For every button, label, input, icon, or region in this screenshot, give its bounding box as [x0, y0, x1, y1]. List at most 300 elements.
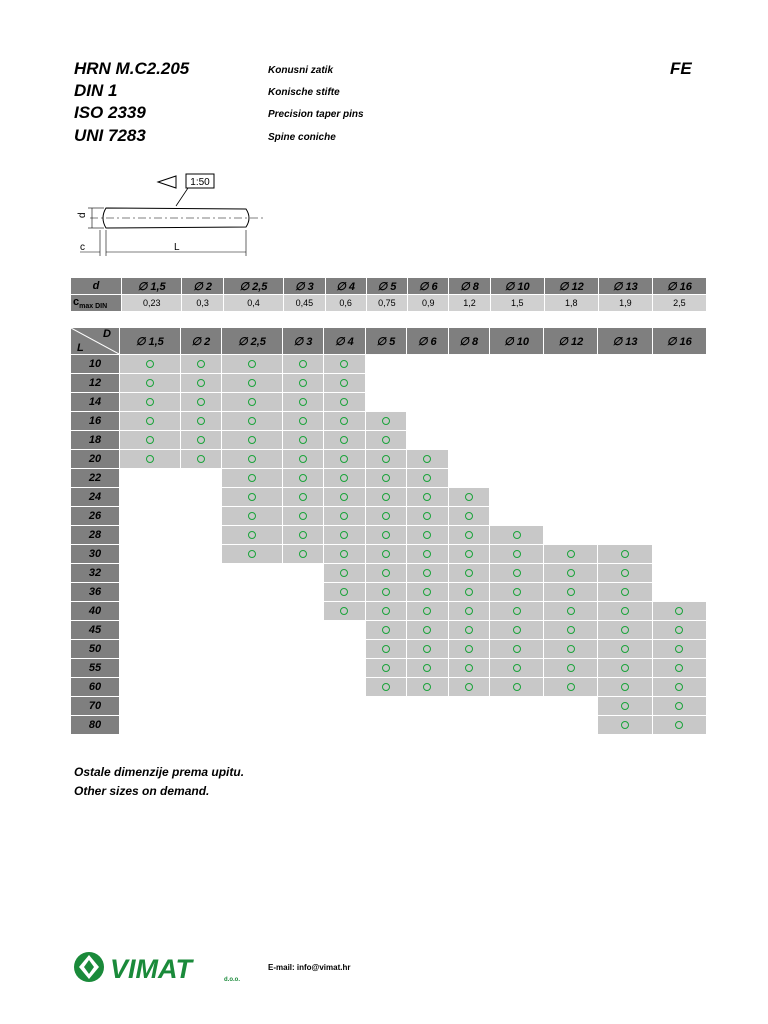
d-header: d	[71, 278, 122, 295]
empty-cell	[222, 621, 283, 640]
available-marker-icon	[197, 417, 205, 425]
available-cell	[180, 374, 221, 393]
available-cell	[407, 469, 448, 488]
available-marker-icon	[621, 645, 629, 653]
empty-cell	[652, 412, 706, 431]
material-label: FE	[670, 59, 692, 78]
available-cell	[448, 659, 489, 678]
length-label: 36	[71, 583, 120, 602]
available-cell	[489, 583, 543, 602]
available-cell	[489, 678, 543, 697]
available-marker-icon	[423, 607, 431, 615]
available-cell	[544, 602, 598, 621]
c-value: 1,9	[598, 295, 652, 312]
matrix-row	[71, 412, 707, 431]
available-cell	[180, 355, 221, 374]
empty-cell	[222, 716, 283, 735]
empty-cell	[120, 564, 181, 583]
empty-cell	[282, 564, 323, 583]
available-cell	[544, 621, 598, 640]
available-marker-icon	[513, 607, 521, 615]
available-marker-icon	[248, 512, 256, 520]
length-label: 16	[71, 412, 120, 431]
matrix-row	[71, 545, 707, 564]
empty-cell	[180, 602, 221, 621]
available-marker-icon	[382, 626, 390, 634]
matrix-row	[71, 659, 707, 678]
available-marker-icon	[340, 512, 348, 520]
c-max-value-row	[71, 295, 707, 312]
available-cell	[222, 393, 283, 412]
available-marker-icon	[423, 588, 431, 596]
available-marker-icon	[197, 398, 205, 406]
empty-cell	[222, 564, 283, 583]
available-marker-icon	[465, 626, 473, 634]
empty-cell	[180, 621, 221, 640]
c-header-d1: ∅ 1,5	[122, 278, 182, 295]
empty-cell	[652, 431, 706, 450]
empty-cell	[489, 431, 543, 450]
empty-cell	[180, 716, 221, 735]
length-label: 18	[71, 431, 120, 450]
available-marker-icon	[513, 645, 521, 653]
available-marker-icon	[465, 683, 473, 691]
empty-cell	[180, 507, 221, 526]
available-cell	[222, 545, 283, 564]
empty-cell	[120, 602, 181, 621]
empty-cell	[598, 469, 652, 488]
c-value: 0,3	[182, 295, 223, 312]
empty-cell	[489, 697, 543, 716]
available-cell	[324, 545, 365, 564]
matrix-row	[71, 469, 707, 488]
available-marker-icon	[382, 664, 390, 672]
available-marker-icon	[465, 550, 473, 558]
available-cell	[448, 507, 489, 526]
available-cell	[324, 602, 365, 621]
c-max-label: $c_{max DIN}$	[71, 295, 122, 312]
matrix-row	[71, 393, 707, 412]
available-cell	[120, 355, 181, 374]
length-label: 20	[71, 450, 120, 469]
available-cell	[448, 583, 489, 602]
available-cell	[282, 393, 323, 412]
empty-cell	[407, 716, 448, 735]
available-cell	[598, 678, 652, 697]
empty-cell	[407, 697, 448, 716]
length-label: 26	[71, 507, 120, 526]
matrix-row	[71, 564, 707, 583]
corner-L-label: L	[77, 342, 84, 354]
empty-cell	[180, 545, 221, 564]
description-de: Konische stifte	[268, 87, 340, 98]
empty-cell	[120, 583, 181, 602]
c-value: 0,6	[325, 295, 366, 312]
empty-cell	[120, 545, 181, 564]
available-marker-icon	[513, 664, 521, 672]
available-cell	[365, 659, 406, 678]
available-cell	[407, 583, 448, 602]
available-marker-icon	[248, 379, 256, 387]
available-cell	[365, 526, 406, 545]
available-cell	[180, 431, 221, 450]
available-cell	[407, 678, 448, 697]
length-label: 70	[71, 697, 120, 716]
available-marker-icon	[197, 379, 205, 387]
available-cell	[282, 488, 323, 507]
available-cell	[365, 507, 406, 526]
empty-cell	[489, 716, 543, 735]
empty-cell	[120, 640, 181, 659]
matrix-row	[71, 716, 707, 735]
available-cell	[222, 488, 283, 507]
available-marker-icon	[299, 436, 307, 444]
empty-cell	[448, 412, 489, 431]
c-max-table	[70, 277, 707, 312]
empty-cell	[324, 640, 365, 659]
empty-cell	[544, 450, 598, 469]
length-label: 10	[71, 355, 120, 374]
available-cell	[598, 659, 652, 678]
available-cell	[598, 640, 652, 659]
c-value: 0,23	[122, 295, 182, 312]
matrix-row	[71, 583, 707, 602]
available-cell	[324, 412, 365, 431]
empty-cell	[180, 564, 221, 583]
available-marker-icon	[248, 360, 256, 368]
available-cell	[365, 545, 406, 564]
available-marker-icon	[299, 398, 307, 406]
available-cell	[365, 412, 406, 431]
matrix-diameter-header: ∅ 8	[448, 328, 489, 355]
empty-cell	[652, 450, 706, 469]
empty-cell	[489, 412, 543, 431]
empty-cell	[282, 697, 323, 716]
empty-cell	[282, 602, 323, 621]
available-marker-icon	[465, 607, 473, 615]
available-marker-icon	[340, 436, 348, 444]
available-cell	[544, 564, 598, 583]
empty-cell	[180, 488, 221, 507]
empty-cell	[448, 469, 489, 488]
empty-cell	[544, 488, 598, 507]
empty-cell	[544, 355, 598, 374]
empty-cell	[544, 526, 598, 545]
empty-cell	[120, 716, 181, 735]
available-cell	[222, 355, 283, 374]
empty-cell	[324, 621, 365, 640]
available-cell	[222, 450, 283, 469]
empty-cell	[120, 469, 181, 488]
available-marker-icon	[423, 512, 431, 520]
empty-cell	[365, 716, 406, 735]
empty-cell	[120, 488, 181, 507]
available-marker-icon	[567, 664, 575, 672]
c-header-d3: ∅ 2,5	[223, 278, 283, 295]
available-marker-icon	[340, 474, 348, 482]
available-cell	[652, 640, 706, 659]
empty-cell	[489, 469, 543, 488]
available-cell	[222, 469, 283, 488]
description-it: Spine coniche	[268, 132, 336, 143]
available-cell	[365, 602, 406, 621]
empty-cell	[365, 374, 406, 393]
empty-cell	[448, 374, 489, 393]
available-cell	[120, 393, 181, 412]
matrix-row	[71, 431, 707, 450]
available-cell	[282, 526, 323, 545]
empty-cell	[407, 412, 448, 431]
empty-cell	[489, 488, 543, 507]
empty-cell	[407, 393, 448, 412]
available-marker-icon	[465, 493, 473, 501]
matrix-body	[71, 355, 707, 735]
available-marker-icon	[299, 474, 307, 482]
available-cell	[598, 697, 652, 716]
empty-cell	[365, 697, 406, 716]
length-label: 30	[71, 545, 120, 564]
available-cell	[282, 431, 323, 450]
empty-cell	[282, 678, 323, 697]
empty-cell	[120, 507, 181, 526]
available-marker-icon	[621, 569, 629, 577]
available-marker-icon	[423, 645, 431, 653]
available-cell	[598, 583, 652, 602]
available-marker-icon	[567, 569, 575, 577]
available-marker-icon	[513, 569, 521, 577]
available-cell	[180, 450, 221, 469]
available-marker-icon	[197, 436, 205, 444]
available-marker-icon	[465, 569, 473, 577]
available-cell	[222, 507, 283, 526]
available-marker-icon	[513, 531, 521, 539]
length-label: 28	[71, 526, 120, 545]
matrix-row	[71, 640, 707, 659]
empty-cell	[598, 507, 652, 526]
standard-uni: UNI 7283	[74, 126, 146, 145]
available-marker-icon	[197, 455, 205, 463]
standard-iso: ISO 2339	[74, 103, 146, 122]
available-marker-icon	[465, 512, 473, 520]
empty-cell	[448, 355, 489, 374]
available-marker-icon	[567, 588, 575, 596]
empty-cell	[598, 355, 652, 374]
matrix-corner	[71, 328, 120, 355]
available-cell	[407, 564, 448, 583]
empty-cell	[544, 716, 598, 735]
available-cell	[180, 412, 221, 431]
empty-cell	[324, 716, 365, 735]
empty-cell	[222, 602, 283, 621]
empty-cell	[120, 697, 181, 716]
available-marker-icon	[513, 588, 521, 596]
matrix-row	[71, 602, 707, 621]
empty-cell	[120, 621, 181, 640]
empty-cell	[489, 507, 543, 526]
available-marker-icon	[465, 645, 473, 653]
available-cell	[407, 640, 448, 659]
empty-cell	[652, 355, 706, 374]
matrix-diameter-header: ∅ 4	[324, 328, 365, 355]
available-cell	[282, 469, 323, 488]
available-cell	[448, 678, 489, 697]
empty-cell	[448, 431, 489, 450]
available-cell	[544, 678, 598, 697]
available-marker-icon	[513, 683, 521, 691]
empty-cell	[544, 374, 598, 393]
vimat-logo	[72, 950, 247, 986]
available-marker-icon	[248, 474, 256, 482]
available-cell	[652, 659, 706, 678]
available-cell	[222, 526, 283, 545]
empty-cell	[282, 621, 323, 640]
available-cell	[448, 488, 489, 507]
L-label: L	[174, 242, 180, 253]
available-cell	[324, 583, 365, 602]
available-cell	[222, 431, 283, 450]
available-cell	[324, 355, 365, 374]
c-header-d2: ∅ 2	[182, 278, 223, 295]
available-cell	[652, 621, 706, 640]
empty-cell	[407, 374, 448, 393]
available-cell	[407, 602, 448, 621]
available-cell	[407, 526, 448, 545]
empty-cell	[222, 659, 283, 678]
available-marker-icon	[465, 531, 473, 539]
available-cell	[120, 374, 181, 393]
c-header-d8: ∅ 8	[449, 278, 490, 295]
matrix-header-row	[71, 328, 707, 355]
available-marker-icon	[675, 645, 683, 653]
available-cell	[120, 431, 181, 450]
c-header-d10: ∅ 12	[544, 278, 598, 295]
available-marker-icon	[675, 664, 683, 672]
available-cell	[652, 602, 706, 621]
matrix-diameter-header: ∅ 6	[407, 328, 448, 355]
c-value: 0,4	[223, 295, 283, 312]
available-cell	[448, 545, 489, 564]
available-marker-icon	[248, 417, 256, 425]
c-value: 1,5	[490, 295, 544, 312]
available-marker-icon	[423, 550, 431, 558]
matrix-diameter-header: ∅ 2,5	[222, 328, 283, 355]
available-marker-icon	[423, 626, 431, 634]
empty-cell	[180, 469, 221, 488]
available-cell	[407, 659, 448, 678]
standard-din: DIN 1	[74, 81, 118, 100]
available-cell	[489, 602, 543, 621]
available-cell	[282, 412, 323, 431]
available-marker-icon	[382, 531, 390, 539]
available-marker-icon	[465, 588, 473, 596]
available-marker-icon	[567, 550, 575, 558]
empty-cell	[652, 507, 706, 526]
available-cell	[448, 640, 489, 659]
matrix-row	[71, 621, 707, 640]
available-cell	[489, 640, 543, 659]
available-cell	[365, 564, 406, 583]
available-marker-icon	[675, 626, 683, 634]
c-max-header-row	[71, 278, 707, 295]
corner-D-label: D	[103, 328, 111, 340]
available-marker-icon	[248, 436, 256, 444]
empty-cell	[489, 374, 543, 393]
available-cell	[282, 507, 323, 526]
contact-email: E-mail: info@vimat.hr	[268, 963, 351, 972]
available-marker-icon	[340, 531, 348, 539]
available-cell	[324, 469, 365, 488]
available-cell	[544, 659, 598, 678]
available-cell	[365, 678, 406, 697]
available-cell	[324, 431, 365, 450]
available-marker-icon	[248, 531, 256, 539]
empty-cell	[448, 697, 489, 716]
available-marker-icon	[621, 683, 629, 691]
empty-cell	[180, 659, 221, 678]
available-marker-icon	[197, 360, 205, 368]
c-value: 0,9	[408, 295, 449, 312]
available-marker-icon	[423, 683, 431, 691]
available-cell	[407, 545, 448, 564]
available-marker-icon	[299, 360, 307, 368]
empty-cell	[324, 697, 365, 716]
available-marker-icon	[382, 588, 390, 596]
available-cell	[365, 469, 406, 488]
empty-cell	[180, 583, 221, 602]
empty-cell	[180, 678, 221, 697]
length-label: 45	[71, 621, 120, 640]
available-marker-icon	[675, 702, 683, 710]
description-hr: Konusni zatik	[268, 65, 334, 76]
matrix-row	[71, 488, 707, 507]
available-cell	[489, 621, 543, 640]
available-marker-icon	[423, 493, 431, 501]
note-hr: Ostale dimenzije prema upitu.	[74, 765, 245, 779]
empty-cell	[282, 716, 323, 735]
available-cell	[489, 526, 543, 545]
available-cell	[324, 564, 365, 583]
empty-cell	[598, 526, 652, 545]
available-marker-icon	[340, 417, 348, 425]
available-cell	[598, 621, 652, 640]
empty-cell	[598, 412, 652, 431]
available-marker-icon	[146, 455, 154, 463]
matrix-row	[71, 697, 707, 716]
available-marker-icon	[382, 512, 390, 520]
matrix-row	[71, 507, 707, 526]
empty-cell	[598, 431, 652, 450]
available-marker-icon	[340, 607, 348, 615]
available-marker-icon	[340, 398, 348, 406]
available-cell	[222, 412, 283, 431]
available-marker-icon	[621, 664, 629, 672]
empty-cell	[598, 450, 652, 469]
available-cell	[180, 393, 221, 412]
available-marker-icon	[340, 569, 348, 577]
empty-cell	[652, 469, 706, 488]
available-marker-icon	[382, 569, 390, 577]
matrix-row	[71, 678, 707, 697]
available-marker-icon	[299, 550, 307, 558]
available-marker-icon	[423, 474, 431, 482]
available-marker-icon	[621, 607, 629, 615]
empty-cell	[544, 431, 598, 450]
available-marker-icon	[567, 626, 575, 634]
c-header-d12: ∅ 16	[652, 278, 706, 295]
empty-cell	[448, 716, 489, 735]
d-label: d	[77, 212, 88, 218]
available-marker-icon	[621, 721, 629, 729]
